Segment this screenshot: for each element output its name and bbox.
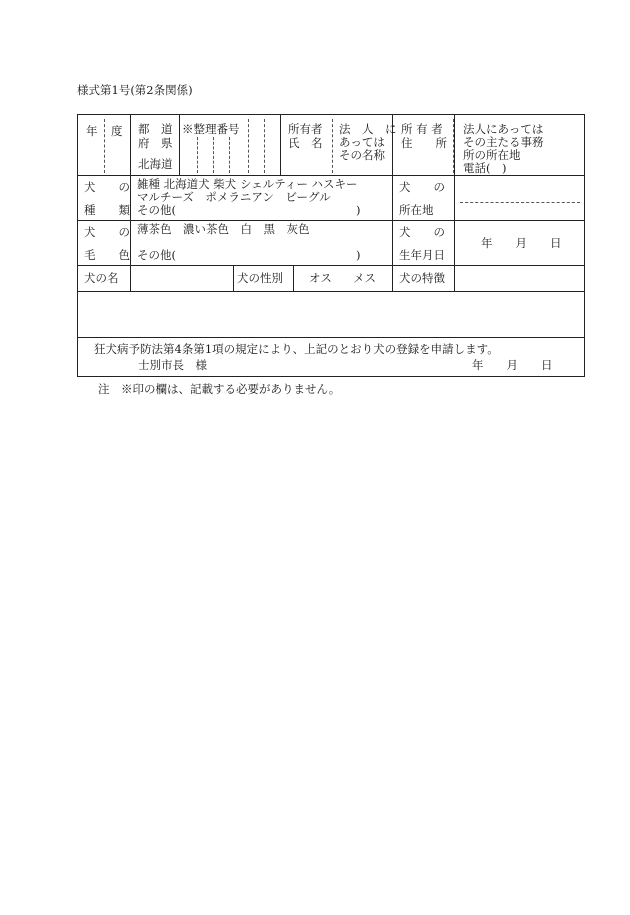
name-divider-5	[454, 265, 455, 291]
coat-label-line2: 毛 色	[84, 248, 130, 262]
sex-male: オス	[309, 271, 332, 285]
rule-before-declaration	[78, 337, 584, 338]
corp-office-line3: 所の所在地	[463, 148, 521, 162]
location-label-line1: 犬 の	[399, 180, 445, 194]
footnote: 注 ※印の欄は、記載する必要がありません。	[98, 382, 341, 396]
rule-after-header	[78, 175, 584, 176]
breed-other: その他(	[137, 203, 176, 217]
nendo-right: 度	[111, 124, 123, 138]
owner-address-line1: 所 有 者	[401, 122, 443, 136]
owner-name-line1: 所有者	[288, 122, 323, 136]
owner-address-dash	[453, 119, 454, 173]
header-divider-5	[454, 115, 455, 175]
birth-label-line2: 生年月日	[399, 248, 445, 262]
rule-after-breed	[78, 220, 584, 221]
breed-value-dash	[460, 202, 580, 203]
birth-label-line1: 犬 の	[399, 225, 445, 239]
name-divider-2	[233, 265, 234, 291]
rule-after-name	[78, 291, 584, 292]
corp-office-line1: 法人にあっては	[463, 122, 544, 136]
declaration-text: 狂犬病予防法第4条第1項の規定により、上記のとおり犬の登録を申請します。	[94, 342, 499, 356]
form-title: 様式第1号(第2条関係)	[77, 83, 193, 97]
owner-address-line2: 住 所	[401, 136, 447, 150]
corp-name-line2: あっては	[339, 135, 385, 149]
name-divider-3	[293, 265, 294, 291]
seiri-dash-2	[213, 137, 214, 173]
todofuken-line2: 府 県	[138, 136, 173, 150]
coat-options-line1: 薄茶色 濃い茶色 白 黒 灰色	[137, 222, 310, 236]
seiri-dash-3	[229, 137, 230, 173]
dog-sex-label: 犬の性別	[237, 271, 283, 285]
header-divider-1	[130, 115, 131, 175]
seiri-bango-label: ※整理番号	[182, 122, 240, 136]
corp-office-phone: 電話( )	[463, 161, 507, 175]
breed-other-close: )	[356, 203, 361, 217]
birth-date: 年 月 日	[481, 236, 562, 250]
coat-label-line1: 犬 の	[84, 225, 130, 239]
location-label-line2: 所在地	[399, 203, 434, 217]
breed-label-line1: 犬 の	[84, 180, 130, 194]
todofuken-hokkaido: 北海道	[138, 157, 173, 171]
breed-options-line1: 雑種 北海道犬 柴犬 シェルティー ハスキー	[137, 177, 358, 191]
owner-name-dash	[332, 119, 333, 173]
sex-female: メス	[353, 271, 376, 285]
rule-after-coat	[78, 265, 584, 266]
name-divider-4	[392, 265, 393, 291]
corp-name-line3: その名称	[339, 148, 385, 162]
breed-label-line2: 種 類	[84, 203, 130, 217]
registration-form-table	[77, 114, 585, 377]
seiri-dash-4	[248, 119, 249, 173]
header-divider-2	[179, 115, 180, 175]
declaration-date: 年 月 日	[472, 358, 553, 372]
dog-name-label: 犬の名	[84, 271, 119, 285]
breed-divider-2	[392, 175, 393, 265]
corp-office-line2: その主たる事務	[463, 135, 544, 149]
coat-other-close: )	[356, 248, 361, 262]
breed-options-line2: マルチーズ ポメラニアン ビーグル	[137, 190, 331, 204]
seiri-dash-1	[197, 137, 198, 173]
declaration-addressee: 士別市長 様	[138, 358, 207, 372]
seiri-dash-5	[264, 119, 265, 173]
dog-features-label: 犬の特徴	[399, 271, 445, 285]
breed-divider-1	[130, 175, 131, 265]
coat-other: その他(	[137, 248, 176, 262]
nendo-left: 年	[86, 124, 98, 138]
breed-divider-3	[454, 175, 455, 265]
owner-name-line2: 氏 名	[288, 136, 323, 150]
nendo-dash	[104, 119, 105, 173]
todofuken-line1: 都 道	[138, 122, 173, 136]
header-divider-3	[280, 115, 281, 175]
corp-name-line1: 法 人 に	[339, 122, 397, 136]
name-divider-1	[130, 265, 131, 291]
